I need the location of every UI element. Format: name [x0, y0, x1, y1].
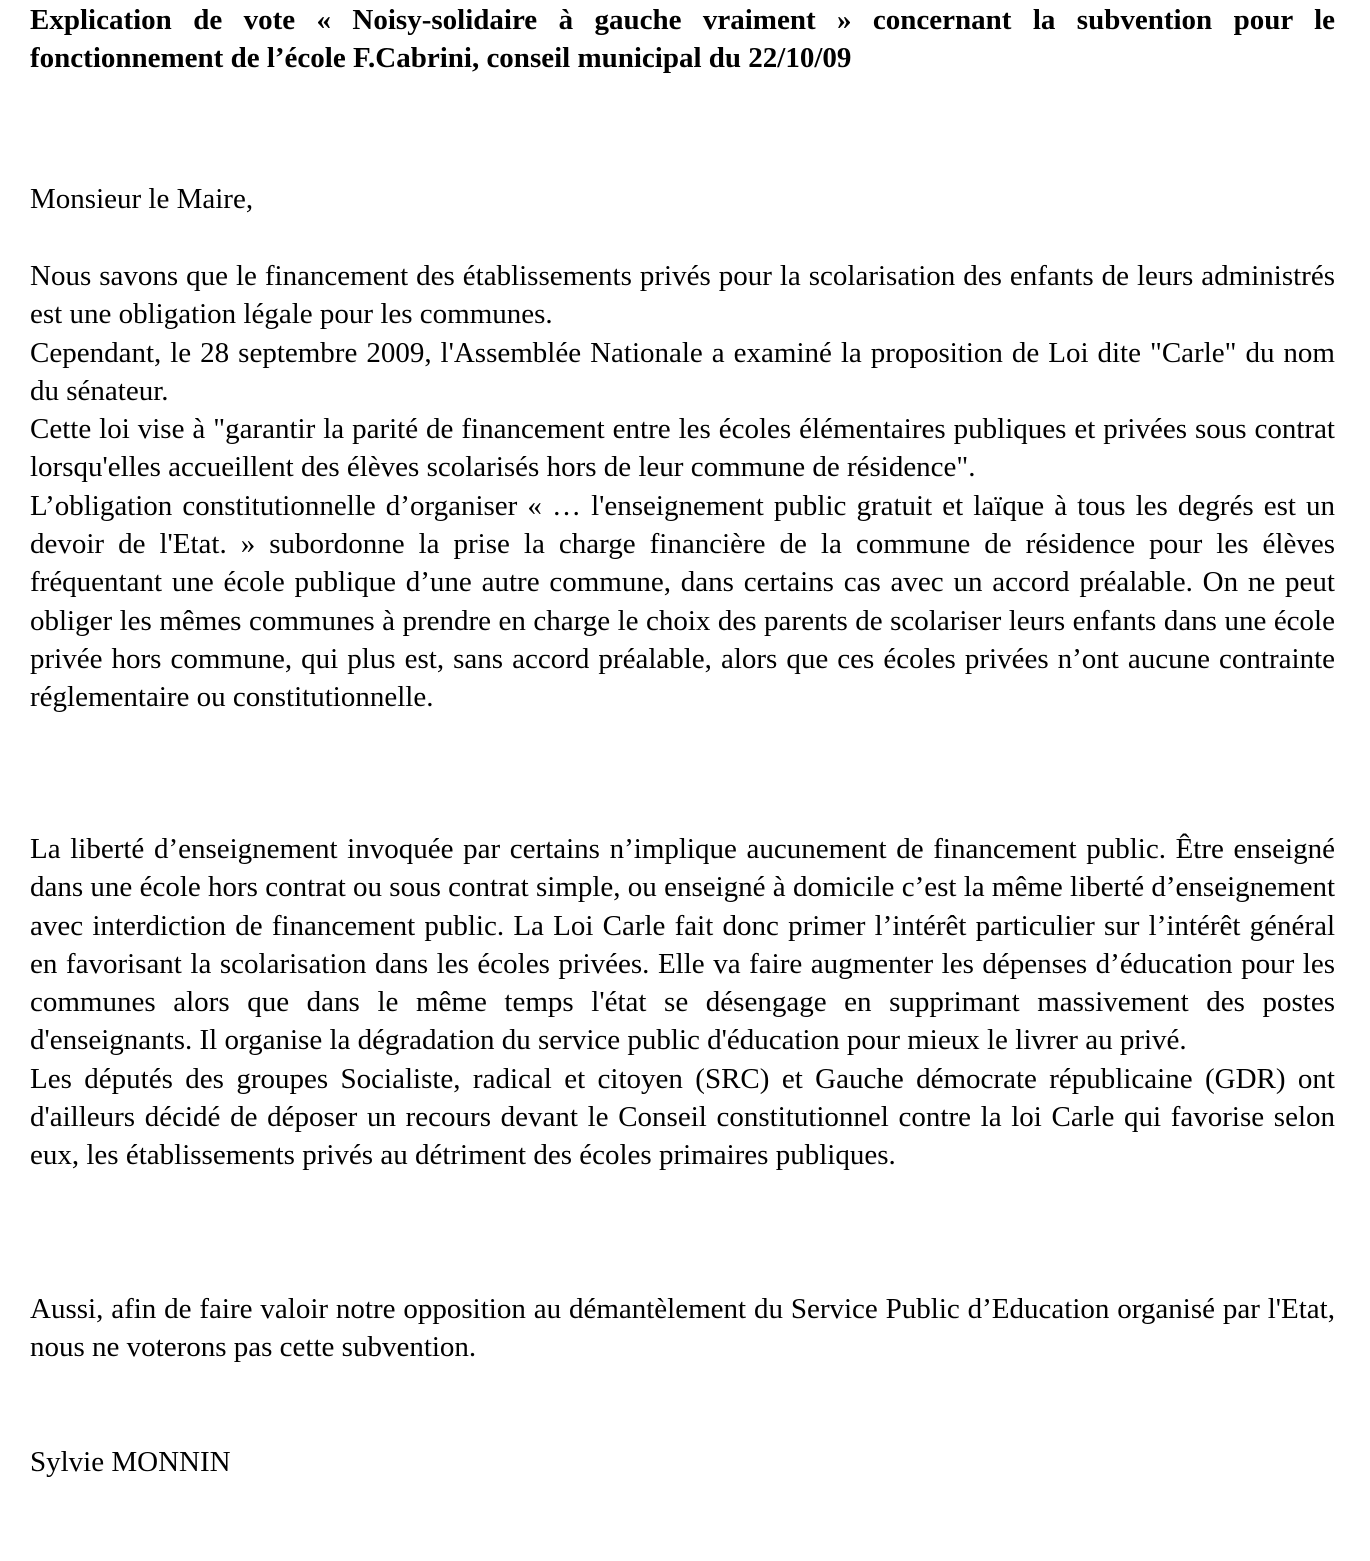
paragraph: Nous savons que le financement des établissements privés pour la scolarisation des enfants de leurs administrés est une obligation légale pour les communes. — [30, 260, 1335, 331]
salutation: Monsieur le Maire, — [30, 183, 254, 215]
document-page — [30, 0, 1335, 1478]
signature: Sylvie MONNIN — [30, 1446, 231, 1478]
paragraph: Cependant, le 28 septembre 2009, l'Assemblée Nationale a examiné la proposition de Loi dite "Carle" du nom du sénateur. — [30, 336, 1335, 407]
body-section-1 — [30, 257, 1335, 717]
paragraph: L’obligation constitutionnelle d’organiser « … l'enseignement public gratuit et laïque à tous les degrés est un devoir de l'Etat. » subordonne la prise la charge financière de la commune de résidence pour les élèves fréquentant une école publique d’une autre commune, dans certains cas avec un accord préalable. On ne peut obliger les mêmes communes à prendre en charge le choix des parents de scolariser leurs enfants dans une école privée hors commune, qui plus est, sans accord préalable, alors que ces écoles privées n’ont aucune contrainte réglementaire ou constitutionnelle. — [30, 489, 1335, 714]
paragraph: La liberté d’enseignement invoquée par certains n’implique aucunement de financement public. Être enseigné dans une école hors contrat ou sous contrat simple, ou enseigné à domicile c’est la même liberté d’enseignement avec interdiction de financement public. La Loi Carle fait donc primer l’intérêt particulier sur l’intérêt général en favorisant la scolarisation dans les écoles privées. Elle va faire augmenter les dépenses d’éducation pour les communes alors que dans le même temps l'état se désengage en supprimant massivement des postes d'enseignants. Il organise la dégradation du service public d'éducation pour mieux le livrer au privé. — [30, 833, 1335, 1057]
paragraph: Les députés des groupes Socialiste, radical et citoyen (SRC) et Gauche démocrate républicaine (GDR) ont d'ailleurs décidé de déposer un recours devant le Conseil constitutionnel contre la loi Carle qui favorise selon eux, les établissements privés au détriment des écoles primaires publiques. — [30, 1062, 1335, 1172]
document-title: Explication de vote « Noisy-solidaire à gauche vraiment » concernant la subvention pour le fonctionnement de l’école F.Cabrini, conseil municipal du 22/10/09 — [30, 4, 1335, 74]
paragraph: Cette loi vise à "garantir la parité de financement entre les écoles élémentaires publiques et privées sous contrat lorsqu'elles accueillent des élèves scolarisés hors de leur commune de résidence". — [30, 413, 1335, 484]
body-section-2 — [30, 830, 1335, 1175]
body-section-3 — [30, 1290, 1335, 1367]
paragraph: Aussi, afin de faire valoir notre opposition au démantèlement du Service Public d’Education organisé par l'Etat, nous ne voterons pas cette subvention. — [30, 1293, 1335, 1364]
